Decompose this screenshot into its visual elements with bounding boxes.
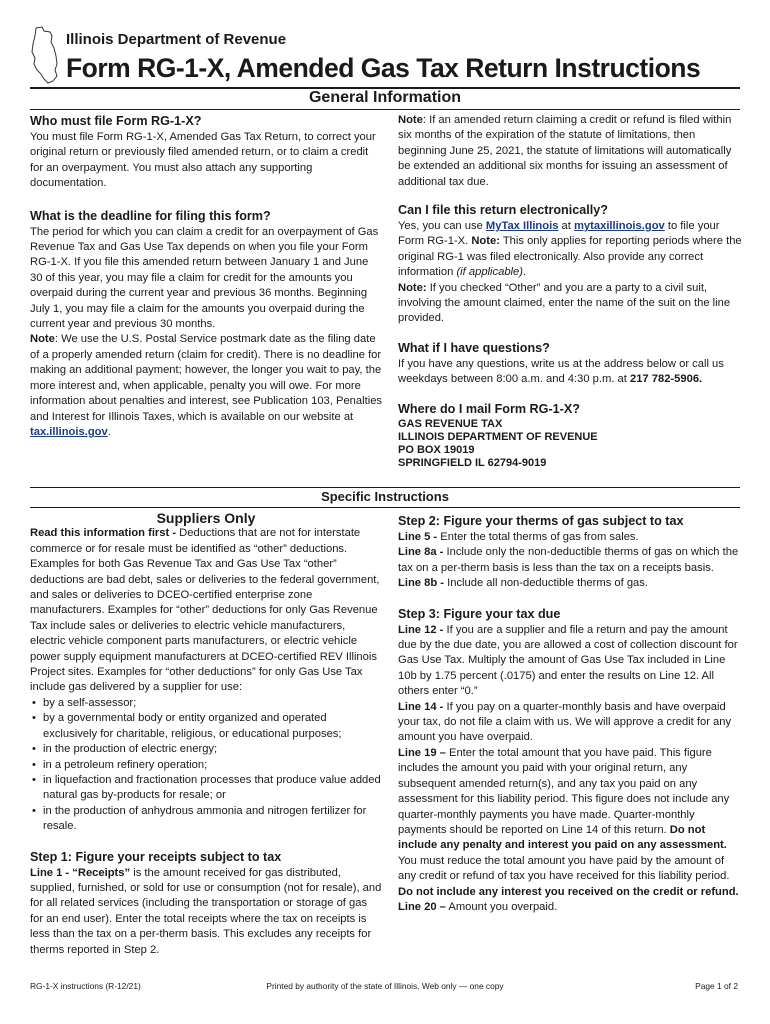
- footer-form-id: RG-1-X instructions (R-12/21): [30, 981, 141, 991]
- list-item: • in the production of anhydrous ammonia and nitrogen fertilizer for resale.: [30, 804, 382, 835]
- general-left-column: [30, 113, 382, 440]
- line8a-text: [398, 545, 743, 576]
- footer-authority: Printed by authority of the state of Illinois. Web only — one copy: [266, 981, 504, 991]
- electronic-note1-end: .: [523, 266, 527, 279]
- line8b-lead: Line 8b -: [398, 577, 444, 590]
- mail-heading: Where do I mail Form RG-1-X?: [398, 401, 580, 416]
- specific-rule-top: [30, 487, 740, 488]
- deadline-note-body: : We use the U.S. Postal Service postmark date as the filing date of a properly amended return (claim for credit). There is no deadline for making an additional payment; however, the longer you wait to pay, the more interest and, when applicable, penalty you will owe. For more information about penalties and interest, see Publication 103, Penalties and Interest for Illinois Taxes, which is available on our website at: [30, 333, 383, 423]
- questions-body: [398, 357, 743, 388]
- electronic-note1-italic: (if applicable): [456, 266, 523, 279]
- line12-text: [398, 623, 743, 700]
- deadline-note-end: .: [107, 425, 111, 438]
- electronic-note1-label: Note:: [471, 235, 500, 248]
- list-item: • in a petroleum refinery operation;: [30, 758, 382, 773]
- line5-lead: Line 5 -: [398, 531, 438, 543]
- mytaxillinois-gov-link[interactable]: mytaxillinois.gov: [573, 220, 665, 233]
- step1-lead: Line 1 - “Receipts”: [30, 866, 131, 879]
- list-item: • in the production of electric energy;: [30, 742, 382, 757]
- line19-lead: Line 19 –: [398, 746, 446, 759]
- address-line: SPRINGFIELD IL 62794-9019: [398, 456, 547, 469]
- line20-lead: Line 20 –: [398, 900, 446, 913]
- who-must-file-heading: Who must file Form RG-1-X?: [30, 114, 202, 128]
- line14-lead: Line 14 -: [398, 700, 444, 713]
- electronic-intro: Yes, you can use: [398, 220, 486, 233]
- deadline-note-label: Note: [30, 333, 55, 346]
- specific-left-column: [30, 511, 382, 958]
- list-item: • by a self-assessor;: [30, 696, 382, 711]
- line8a-lead: Line 8a -: [398, 546, 444, 559]
- address-line: PO BOX 19019: [398, 443, 475, 456]
- electronic-note2-body: If you checked “Other” and you are a party to a civil suit, involving the amount claimed, enter the name of the suit on the line provided.: [398, 281, 731, 325]
- extension-note-body: : If an amended return claiming a credit or refund is filed within six months of the expiration of the statute of limitations, then beginning June 25, 2021, the statute of limitations will automatically be extended an additional six months for issuing an assessment of additional tax due.: [398, 114, 732, 188]
- extension-note-label: Note: [398, 114, 423, 126]
- general-info-rule: [30, 109, 740, 110]
- specific-instructions-heading: Specific Instructions: [321, 489, 449, 504]
- electronic-file-text: to file your Form RG-1-X.: [398, 220, 720, 248]
- illinois-state-outline-icon: [30, 26, 64, 84]
- suppliers-text: Deductions that are not for interstate commerce or for resale must be identified as “other” deductions. Examples for both Gas Revenue Tax and Gas Use Tax “other” deductions are bad debt, sales or deliveries to the federal government, and sales or deliveries to DCEO-certified enterprise zone manufacturers. Examples for “other” deductions for only Gas Revenue Tax include sales or deliveries to electric vehicle manufacturers, electric vehicle component parts manufacturers, or electric vehicle power supply equipment manufacturers at DCEO-certified REV Illinois Project sites. Examples for “other deductions” for only Gas Use Tax include gas delivered by a supplier for use:: [30, 527, 380, 694]
- specific-right-column: [398, 513, 743, 915]
- line19-body: Enter the total amount that you have paid. This figure includes the amount you paid with your original return, any subsequent amended return(s), and any tax you paid on any assessment for this liability period. This figure does not include any quarter-monthly payments you have made. Quarter-monthly payments should be reported on Line 14 of this return.: [398, 746, 730, 836]
- line20-body: Amount you overpaid.: [445, 900, 558, 913]
- electronic-note2-label: Note:: [398, 281, 427, 294]
- footer-page-number: Page 1 of 2: [695, 981, 738, 991]
- who-must-file-body: You must file Form RG-1-X, Amended Gas Tax Return, to correct your original return or previously filed amended return, or to claim a credit for an overpayment. You must also attach any supporting documentation.: [30, 131, 376, 190]
- line19-text: [398, 746, 743, 900]
- line5-text: [398, 530, 743, 545]
- questions-heading: What if I have questions?: [398, 340, 550, 355]
- general-right-column: [398, 113, 743, 470]
- line14-body: If you pay on a quarter-monthly basis and have overpaid your tax, do not file a claim with us. We will approve a credit for any amount you have overpaid.: [398, 700, 732, 744]
- address-line: ILLINOIS DEPARTMENT OF REVENUE: [398, 430, 598, 443]
- questions-phone: 217 782-5906.: [629, 373, 703, 386]
- line14-text: [398, 700, 743, 746]
- specific-rule-bottom: [30, 507, 740, 508]
- agency-name: Illinois Department of Revenue: [66, 31, 287, 48]
- general-info-heading: General Information: [308, 89, 462, 106]
- deadline-heading: What is the deadline for filing this form?: [30, 208, 271, 223]
- list-item: • by a governmental body or entity organized and operated exclusively for charitable, religious, or educational purposes;: [30, 711, 382, 742]
- electronic-heading: Can I file this return electronically?: [398, 203, 608, 218]
- mytax-illinois-link[interactable]: MyTax Illinois: [485, 220, 559, 233]
- step1-text: is the amount received for gas distributed, supplied, furnished, or sold for use or consumption (not for resale), and for all related services (including the transportation or storage of gas for an end user). Enter the total receipts where the tax on receipts is less than the tax on a per-therm basis. This excludes any receipts for therms reported in Step 2.: [30, 866, 382, 956]
- line19-bold2: Do not include any interest you received on the credit or refund.: [398, 885, 739, 898]
- step1-body: [30, 866, 382, 958]
- line8b-text: [398, 576, 743, 591]
- line12-lead: Line 12 -: [398, 623, 444, 636]
- step3-heading: Step 3: Figure your tax due: [398, 606, 561, 621]
- list-item: • in liquefaction and fractionation processes that produce value added natural gas by-products for resale; or: [30, 773, 382, 804]
- deadline-body: The period for which you can claim a credit for an overpayment of Gas Revenue Tax and Gas Use Tax depends on when you file your Form RG-1-X. If you file this amended return between January 1 and June 30 of this year, you may file a claim for credit for the amounts you overpaid during the current year and previous 36 months. Beginning July 1, you may file a claim for the amounts you overpaid during the current year and previous 30 months.: [30, 225, 379, 331]
- deductions-list: [30, 696, 382, 835]
- suppliers-body: [30, 526, 382, 695]
- line19-bold1: Do not include any penalty and interest you paid on any assessment.: [398, 823, 727, 852]
- extension-note: [398, 113, 743, 190]
- suppliers-lead: Read this information first -: [30, 527, 177, 540]
- deadline-note: [30, 332, 382, 440]
- line20-text: [398, 900, 743, 915]
- line5-body: Enter the total therms of gas from sales.: [437, 531, 639, 543]
- mailing-address: [398, 418, 743, 470]
- address-line: GAS REVENUE TAX: [398, 417, 503, 430]
- line8b-body: Include all non-deductible therms of gas.: [444, 577, 648, 590]
- step2-heading: Step 2: Figure your therms of gas subject to tax: [398, 514, 684, 528]
- line19-mid: You must reduce the total amount you have paid by the amount of any credit or refund of tax you have received for this liability period.: [398, 854, 730, 883]
- page-title: Form RG-1-X, Amended Gas Tax Return Instructions: [66, 53, 701, 83]
- questions-text: If you have any questions, write us at the address below or call us weekdays between 8:00 a.m. and 4:30 p.m. at: [398, 357, 724, 386]
- electronic-body: [398, 219, 743, 327]
- electronic-note1-body: This only applies for reporting periods where the original RG-1 was filed electronically. Also provide any correct information: [398, 235, 742, 279]
- tax-illinois-link[interactable]: tax.illinois.gov: [30, 425, 108, 438]
- step1-heading: Step 1: Figure your receipts subject to tax: [30, 849, 282, 864]
- line12-body: If you are a supplier and file a return and pay the amount due by the due date, you are allowed a cost of collection discount for Gas Use Tax. Multiply the amount of Gas Use Tax included in Line 10b by 1.75 percent (.0175) and enter the results on Line 12. All others enter “0.”: [398, 623, 738, 698]
- suppliers-only-heading: Suppliers Only: [156, 510, 256, 526]
- electronic-at: at: [558, 220, 574, 233]
- line8a-body: Include only the non-deductible therms of gas on which the tax on a per-therm basis is less than the tax on a receipts basis.: [398, 546, 739, 574]
